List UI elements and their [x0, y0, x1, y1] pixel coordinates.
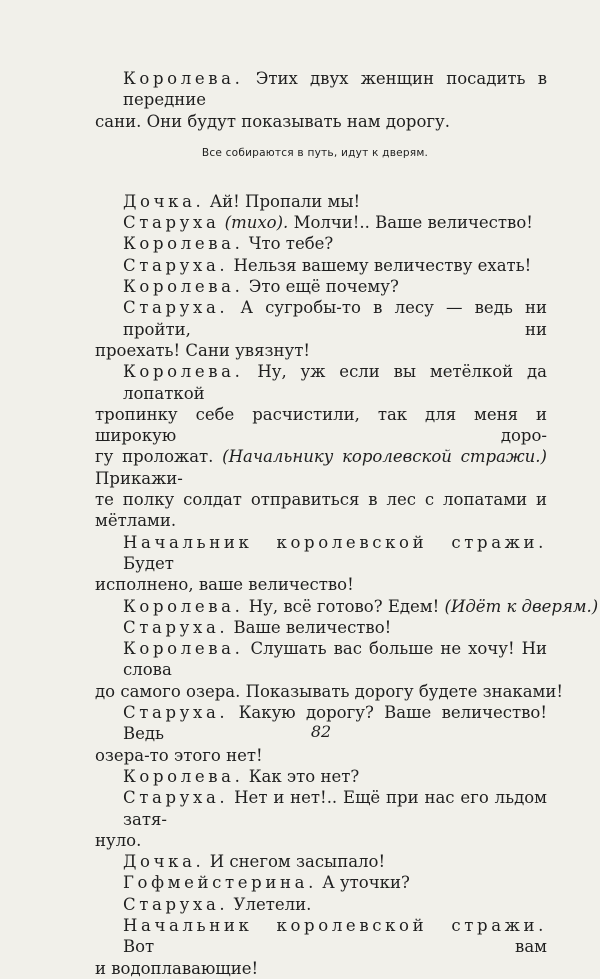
- dialogue-line: [95, 596, 599, 617]
- speech-text: Вот вам: [123, 937, 547, 957]
- speaker-name: Дочка.: [123, 852, 205, 872]
- speech-text: те полку солдат отправиться в лес с лопатами и мётлами.: [95, 490, 547, 531]
- speech-text: Слушать вас больше не хочу! Ни слова: [123, 639, 547, 680]
- dialogue-line: [95, 766, 547, 787]
- dialogue-line: [95, 681, 564, 702]
- speech-text: Это ещё почему?: [248, 277, 399, 297]
- dialogue-line: [95, 446, 547, 489]
- speaker-name: Королева.: [123, 234, 244, 254]
- dialogue-line: [95, 745, 547, 766]
- speech-text: Ай! Пропали мы!: [209, 191, 361, 211]
- speech-text: и водоплавающие!: [95, 958, 259, 978]
- dialogue-line: [95, 404, 547, 447]
- dialogue-line: [95, 233, 547, 254]
- speech-text: сани. Они будут показывать нам дорогу.: [95, 111, 451, 131]
- dialogue-line: [95, 340, 547, 361]
- speaker-name: Старуха.: [123, 617, 229, 637]
- speech-text: гу проложат.: [95, 447, 214, 467]
- speech-text: И снегом засыпало!: [209, 852, 386, 872]
- speech-text: до самого озера. Показывать дорогу будете знаками!: [95, 681, 564, 701]
- speech-text: тропинку себе расчистили, так для меня и широкую доро-: [95, 404, 547, 446]
- speaker-name: Королева.: [123, 277, 244, 297]
- dialogue-line: [95, 894, 547, 915]
- speech-text: Как это нет?: [248, 766, 360, 786]
- dialogue-line: [95, 276, 547, 297]
- speech-text: Ну, всё готово? Едем!: [248, 596, 440, 616]
- dialogue-line: [95, 111, 547, 132]
- page-text: [95, 68, 599, 979]
- speaker-name: Начальник королевской стражи.: [123, 532, 547, 552]
- speech-text: Что тебе?: [248, 234, 334, 254]
- dialogue-line: [95, 787, 547, 830]
- dialogue-line: [95, 915, 547, 958]
- speech-text: Нельзя вашему величеству ехать!: [233, 255, 532, 275]
- speaker-name: Старуха.: [123, 894, 229, 914]
- speaker-name: Королева.: [123, 596, 244, 616]
- speech-text: Прикажи-: [95, 468, 183, 488]
- dialogue-line: [95, 851, 547, 872]
- stage-remark: (Идёт к дверям.): [444, 596, 599, 616]
- speech-text: Ну, уж если вы метёлкой да лопаткой: [123, 362, 547, 403]
- dialogue-line: [95, 830, 547, 851]
- stage-direction: Все собираются в путь, идут к дверям.: [201, 146, 429, 159]
- dialogue-line: [95, 638, 547, 681]
- speaker-name: Начальник королевской стражи.: [123, 915, 547, 935]
- speaker-name: Старуха: [123, 213, 220, 233]
- speech-text: Этих двух женщин посадить в передние: [123, 69, 547, 110]
- speech-text: нуло.: [95, 830, 142, 850]
- dialogue-line: [95, 212, 547, 233]
- speaker-name: Старуха.: [123, 255, 229, 275]
- speech-text: А сугробы-то в лесу — ведь ни пройти, ни: [123, 298, 548, 339]
- speaker-name: Старуха.: [123, 703, 229, 723]
- speaker-name: Королева.: [123, 362, 244, 382]
- page-number: 82: [310, 722, 332, 741]
- dialogue-line: [95, 532, 547, 575]
- stage-remark: (Начальнику королевской стражи.): [222, 447, 547, 467]
- stage-remark: (тихо).: [224, 213, 289, 233]
- dialogue-line: [95, 958, 547, 979]
- dialogue-line: [95, 68, 547, 111]
- dialogue-line: [95, 617, 547, 638]
- speaker-name: Старуха.: [123, 298, 229, 318]
- speaker-name: Королева.: [123, 766, 244, 786]
- speech-text: Какую дорогу? Ваше величество! Ведь: [123, 703, 547, 744]
- speaker-name: Дочка.: [123, 191, 205, 211]
- speech-text: А уточки?: [322, 873, 410, 893]
- dialogue-line: [95, 574, 547, 595]
- speech-text: Будет: [123, 553, 174, 573]
- dialogue-line: [95, 297, 547, 340]
- dialogue-line: [95, 489, 547, 532]
- dialogue-line: [95, 191, 547, 212]
- speech-text: Молчи!.. Ваше величество!: [293, 213, 533, 233]
- dialogue-line: [95, 255, 547, 276]
- dialogue-line: [95, 361, 547, 404]
- speaker-name: Королева.: [123, 639, 244, 659]
- speech-text: Улетели.: [233, 894, 312, 914]
- speech-text: Нет и нет!.. Ещё при нас его льдом затя-: [123, 788, 547, 829]
- speech-text: исполнено, ваше величество!: [95, 575, 354, 595]
- speaker-name: Гофмейстерина.: [123, 873, 317, 893]
- speech-text: Ваше величество!: [233, 617, 392, 637]
- speech-text: озера-то этого нет!: [95, 745, 263, 765]
- speech-text: проехать! Сани увязнут!: [95, 340, 310, 360]
- dialogue-line: [95, 872, 547, 893]
- speaker-name: Старуха.: [123, 788, 229, 808]
- speaker-name: Королева.: [123, 69, 244, 88]
